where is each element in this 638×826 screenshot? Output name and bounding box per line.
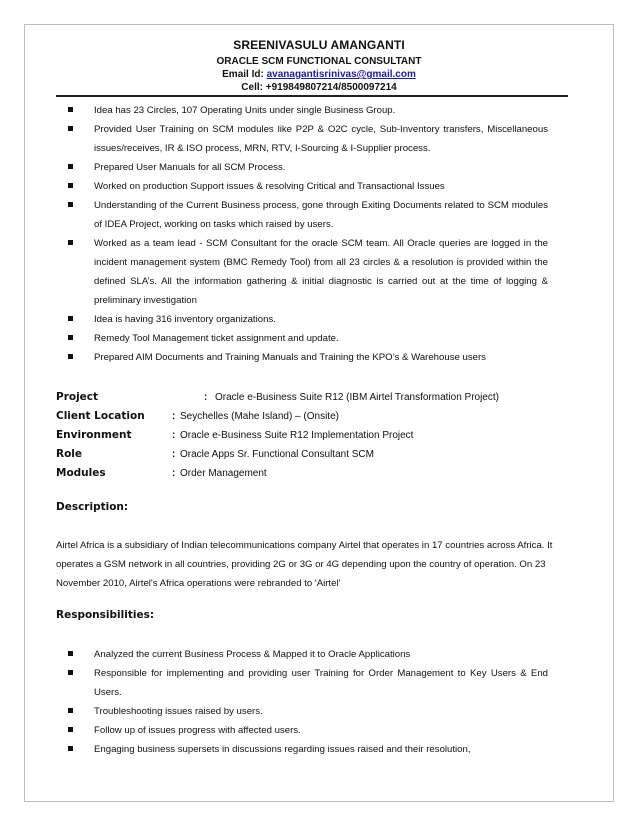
list-item: Follow up of issues progress with affected users. [60, 721, 548, 740]
job-title: ORACLE SCM FUNCTIONAL CONSULTANT [216, 56, 422, 67]
responsibilities-bullet-list [60, 645, 548, 759]
resume-header [0, 38, 638, 94]
email-line [0, 68, 638, 81]
square-bullet-icon [68, 746, 73, 751]
environment-colon: : [172, 430, 176, 441]
list-item: Idea is having 316 inventory organizations. [60, 310, 548, 329]
square-bullet-icon [68, 670, 73, 675]
square-bullet-icon [68, 354, 73, 359]
project-label: Project [56, 391, 99, 403]
modules-label: Modules [56, 467, 106, 479]
role-label: Role [56, 448, 83, 460]
square-bullet-icon [68, 240, 73, 245]
square-bullet-icon [68, 727, 73, 732]
modules-row [56, 464, 576, 483]
list-item: Remedy Tool Management ticket assignment and update. [60, 329, 548, 348]
square-bullet-icon [68, 164, 73, 169]
description-heading: Description: [56, 501, 129, 513]
list-item: Worked as a team lead - SCM Consultant for the oracle SCM team. All Oracle queries are logged in the incident management system (BMC Remedy Tool) from all 23 circles & a resolution is provided within the defined SLA’s. All the information gathering & initial diagnostic is carried out at the time of logging & preliminary investigation [60, 234, 548, 310]
role-row [56, 445, 576, 464]
project-details [56, 388, 576, 483]
list-item: Idea has 23 Circles, 107 Operating Units under single Business Group. [60, 101, 548, 120]
square-bullet-icon [68, 126, 73, 131]
environment-label: Environment [56, 429, 132, 441]
candidate-name: SREENIVASULU AMANGANTI [233, 38, 405, 52]
list-item: Understanding of the Current Business process, gone through Exiting Documents related to SCM modules of IDEA Project, working on tasks which raised by users. [60, 196, 548, 234]
list-item: Prepared User Manuals for all SCM Process. [60, 158, 548, 177]
client-location-row [56, 407, 576, 426]
square-bullet-icon [68, 183, 73, 188]
square-bullet-icon [68, 651, 73, 656]
client-location-colon: : [172, 411, 176, 422]
role-colon: : [172, 449, 176, 460]
project-colon: : [204, 392, 208, 403]
list-item: Provided User Training on SCM modules like P2P & O2C cycle, Sub-Inventory transfers, Miscellaneous issues/receives, IR & ISO process, MRN, RTV, I-Sourcing & I-Supplier process. [60, 120, 548, 158]
description-text: Airtel Africa is a subsidiary of Indian telecommunications company Airtel that operates in 17 countries across Africa. It operates a GSM network in all countries, providing 2G or 3G or 4G depending upon the country of operation. On 23 November 2010, Airtel's Africa operations were rebranded to 'Airtel' [56, 540, 553, 589]
role-value: Oracle Apps Sr. Functional Consultant SCM [180, 449, 374, 460]
email-label: Email Id: [222, 69, 267, 80]
modules-colon: : [172, 468, 176, 479]
email-link[interactable]: avanagantisrinivas@gmail.com [266, 69, 416, 80]
experience-bullet-list [60, 101, 548, 367]
phone-line: Cell: +919849807214/8500097214 [241, 82, 397, 93]
square-bullet-icon [68, 708, 73, 713]
list-item: Worked on production Support issues & resolving Critical and Transactional Issues [60, 177, 548, 196]
project-row [56, 388, 576, 407]
list-item: Engaging business supersets in discussions regarding issues raised and their resolution, [60, 740, 548, 759]
list-item: Analyzed the current Business Process & Mapped it to Oracle Applications [60, 645, 548, 664]
list-item: Prepared AIM Documents and Training Manuals and Training the KPO’s & Warehouse users [60, 348, 548, 367]
modules-value: Order Management [180, 468, 267, 479]
client-location-value: Seychelles (Mahe Island) – (Onsite) [180, 411, 339, 422]
environment-row [56, 426, 576, 445]
square-bullet-icon [68, 316, 73, 321]
square-bullet-icon [68, 202, 73, 207]
list-item: Troubleshooting issues raised by users. [60, 702, 548, 721]
header-divider [56, 95, 568, 97]
environment-value: Oracle e-Business Suite R12 Implementation Project [180, 430, 414, 441]
square-bullet-icon [68, 107, 73, 112]
square-bullet-icon [68, 335, 73, 340]
list-item: Responsible for implementing and providing user Training for Order Management to Key Users & End Users. [60, 664, 548, 702]
responsibilities-heading: Responsibilities: [56, 609, 155, 621]
project-value: Oracle e-Business Suite R12 (IBM Airtel Transformation Project) [215, 392, 499, 403]
client-location-label: Client Location [56, 410, 145, 422]
